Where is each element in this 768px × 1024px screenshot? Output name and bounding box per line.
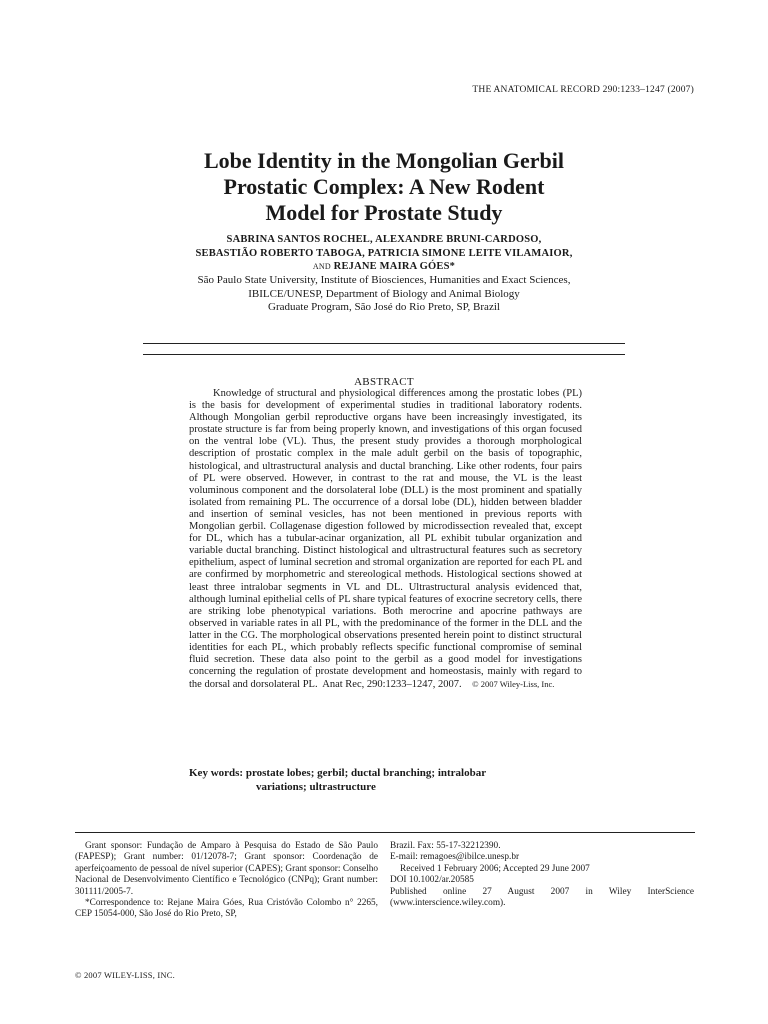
grant-footnote: Grant sponsor: Fundação de Amparo à Pesquisa do Estado de São Paulo (FAPESP); Grant number: 01/12078-7; Grant sponsor: Coordenação de aperfeiçoamento de pessoal de nível superior (CAPES); Grant sponsor: Conselho Nacional de Desenvolvimento Científico e Tecnológico (CNPq); Grant number: 301111/2005-7. [75, 841, 378, 897]
abstract-paragraph [189, 388, 582, 691]
author-last: REJANE MAIRA GÓES* [333, 261, 456, 272]
affiliation [0, 274, 768, 315]
title-line: Model for Prostate Study [265, 200, 503, 225]
header-rule-bottom [143, 354, 625, 355]
keywords-line: variations; ultrastructure [256, 780, 376, 793]
author-line: SABRINA SANTOS ROCHEL, ALEXANDRE BRUNI-CARDOSO, [226, 234, 542, 245]
header-rule-top [143, 343, 625, 344]
author-line: SEBASTIÃO ROBERTO TABOGA, PATRICIA SIMONE LEITE VILAMAIOR, [195, 247, 573, 259]
affiliation-line: Graduate Program, São José do Rio Preto, SP, Brazil [268, 301, 500, 313]
footnote-left-column [75, 841, 378, 921]
journal-reference: THE ANATOMICAL RECORD 290:1233–1247 (2007) [472, 85, 694, 95]
abstract-body [189, 388, 582, 691]
published-line: Published online 27 August 2007 in Wiley InterScience (www.interscience.wiley.com). [390, 886, 694, 909]
author-list [0, 233, 768, 274]
abstract-text: Knowledge of structural and physiological differences among the prostatic lobes (PL) is the basis for development of experimental studies in traditional laboratory rodents. Although Mongolian gerbil reproductive organs have been increasingly investigated, its prostate structure is far from being properly known, and investigations of this organ focused on the ventral lobe (VL). Thus, the present study provides a thorough morphological description of prostatic complex in the male adult gerbil on the basis of topographic, histological, and ultrastructural analysis and ductal branching. Like other rodents, four pairs of PL were observed. However, in contrast to the rat and mouse, the VL is the least voluminous component and the dorsolateral lobe (DLL) is the most prominent and spatially isolated from remaining PL. The occurrence of a dorsal lobe (DL), hidden between bladder and insertion of seminal vesicles, has not been mentioned in previous reports with Mongolian gerbil. Collagenase digestion followed by microdissection revealed that, except for DL, which has a tubular-acinar organization, all PL exhibit tubular organization and variable ductal branching. Distinct histological and ultrastructural features such as secretory epithelium, aspect of luminal secretion and stromal organization are reported for each PL and are confirmed by morphometric and stereological methods. Histological sections showed at least three intralobar segments in VL and DL. Ultrastructural analysis evidenced that, although luminal epithelial cells of PL share typical features of exocrine secretory cells, there are striking lobe phenotypical variations. Both merocrine and apocrine pathways are observed in variable rates in all PL, with the predominance of the former in the DLL and the latter in the CG. The morphological observations presented herein point to distinct structural identities for each PL, which probably reflects specific functional compromise of seminal fluid secretion. These data also point to the gerbil as a good model for investigations concerning the regulation of prostate development and homeostasis, mainly with regard to the dorsal and dorsolateral PL. [189, 388, 582, 691]
footnote-right-column [390, 841, 694, 909]
keywords-line: prostate lobes; gerbil; ductal branching; intralobar [245, 767, 487, 779]
page-copyright: © 2007 WILEY-LISS, INC. [75, 970, 175, 980]
article-title [0, 148, 768, 226]
title-line: Prostatic Complex: A New Rodent [223, 174, 545, 199]
keywords [189, 767, 589, 794]
author-and: AND [312, 262, 331, 271]
fax-line: Brazil. Fax: 55-17-32212390. [390, 841, 501, 851]
affiliation-line: São Paulo State University, Institute of Biosciences, Humanities and Exact Sciences, [197, 274, 571, 286]
affiliation-line: IBILCE/UNESP, Department of Biology and Animal Biology [248, 287, 520, 300]
footnote-rule [75, 832, 695, 833]
title-line: Lobe Identity in the Mongolian Gerbil [204, 148, 564, 173]
correspondence-footnote: *Correspondence to: Rejane Maira Góes, Rua Cristóvão Colombo n° 2265, CEP 15054-000, São José do Rio Preto, SP, [75, 898, 378, 920]
received-line: Received 1 February 2006; Accepted 29 June 2007 [400, 863, 590, 874]
keywords-label: Key words: [189, 767, 244, 779]
abstract-heading: ABSTRACT [354, 376, 414, 388]
doi-line: DOI 10.1002/ar.20585 [390, 875, 474, 886]
abstract-citation: Anat Rec, 290:1233–1247, 2007. [322, 679, 462, 691]
abstract-copyright: © 2007 Wiley-Liss, Inc. [472, 679, 555, 690]
author-line [0, 260, 768, 274]
email-line: E-mail: remagoes@ibilce.unesp.br [390, 852, 520, 863]
